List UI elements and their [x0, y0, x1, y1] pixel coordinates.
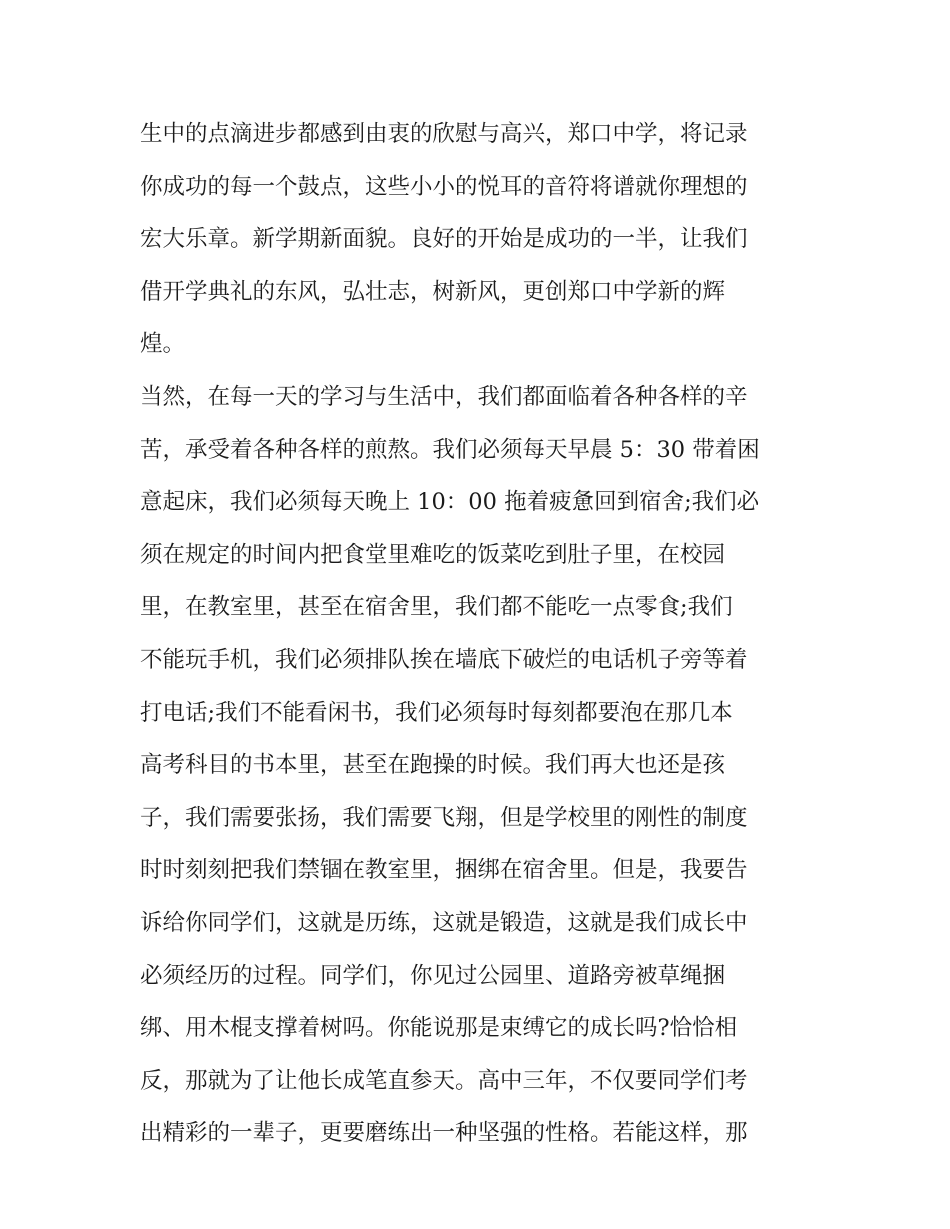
text-line: 意起床，我们必须每天晚上 10：00 拖着疲惫回到宿舍;我们必: [140, 489, 760, 516]
text-line: 你成功的每一个鼓点，这些小小的悦耳的音符将谱就你理想的: [140, 173, 748, 200]
text-line: 苦，承受着各种各样的煎熬。我们必须每天早晨 5：30 带着困: [140, 436, 760, 463]
text-line: 里，在教室里，甚至在宿舍里，我们都不能吃一点零食;我们: [140, 594, 733, 621]
text-line: 打电话;我们不能看闲书，我们必须每时每刻都要泡在那几本: [140, 699, 733, 726]
text-line: 绑、用木棍支撑着树吗。你能说那是束缚它的成长吗?恰恰相: [140, 1015, 738, 1042]
text-line: 出精彩的一辈子，更要磨练出一种坚强的性格。若能这样，那: [140, 1120, 748, 1147]
text-line: 时时刻刻把我们禁锢在教室里，捆绑在宿舍里。但是，我要告: [140, 857, 748, 884]
text-line: 诉给你同学们，这就是历练，这就是锻造，这就是我们成长中: [140, 909, 748, 936]
text-line: 子，我们需要张扬，我们需要飞翔，但是学校里的刚性的制度: [140, 804, 748, 831]
body-text: [140, 108, 820, 1160]
text-line: 高考科目的书本里，甚至在跑操的时候。我们再大也还是孩: [140, 752, 726, 779]
text-line: 生中的点滴进步都感到由衷的欣慰与高兴，郑口中学，将记录: [140, 121, 748, 147]
text-line: 煌。: [140, 331, 186, 358]
text-line: 反，那就为了让他长成笔直参天。高中三年，不仅要同学们考: [140, 1067, 748, 1094]
text-line: 不能玩手机，我们必须排队挨在墙底下破烂的电话机子旁等着: [140, 646, 748, 673]
text-line: 宏大乐章。新学期新面貌。良好的开始是成功的一半，让我们: [140, 226, 748, 253]
text-line: 必须经历的过程。同学们，你见过公园里、道路旁被草绳捆: [140, 962, 726, 989]
text-line: 须在规定的时间内把食堂里难吃的饭菜吃到肚子里，在校园: [140, 541, 726, 568]
text-line: 借开学典礼的东风，弘壮志，树新风，更创郑口中学新的辉: [140, 278, 726, 305]
text-line: 当然，在每一天的学习与生活中，我们都面临着各种各样的辛: [140, 383, 748, 410]
